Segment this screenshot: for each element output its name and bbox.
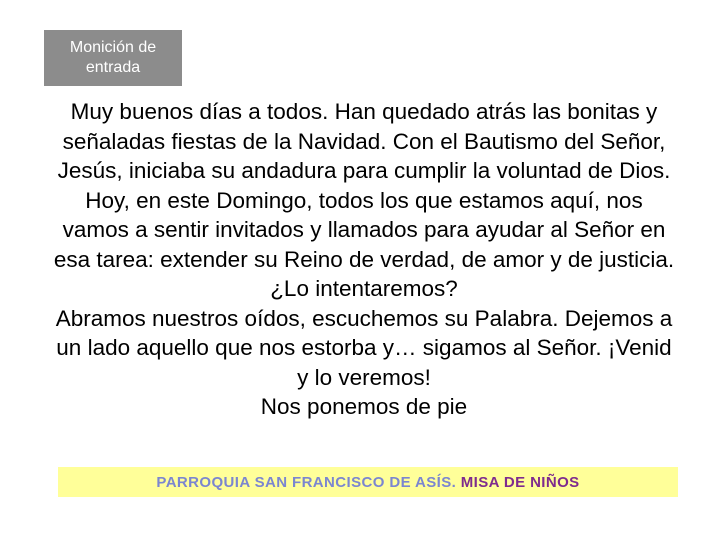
text-line: esa tarea: extender su Reino de verdad, de amor y de justicia. <box>53 246 675 272</box>
parish-name: PARROQUIA SAN FRANCISCO DE ASÍS. <box>156 473 457 491</box>
text-line: señaladas fiestas de la Navidad. Con el Bautismo del Señor, <box>62 128 666 154</box>
text-line: vamos a sentir invitados y llamados para ayudar al Señor en <box>62 217 666 242</box>
section-label-line-1: Monición de <box>69 39 157 56</box>
footer-banner <box>58 467 678 497</box>
text-line: ¿Lo intentaremos? <box>270 276 458 301</box>
text-line: Hoy, en este Domingo, todos los que estamos aquí, nos <box>85 187 643 213</box>
text-line: Jesús, iniciaba su andadura para cumplir la voluntad de Dios. <box>57 158 671 183</box>
text-line: Muy buenos días a todos. Han quedado atrás las bonitas y <box>70 99 658 124</box>
section-label-line-2: entrada <box>85 59 141 76</box>
text-line: y lo veremos! <box>297 364 431 390</box>
monition-text <box>0 97 728 422</box>
text-line: un lado aquello que nos estorba y… sigamos al Señor. ¡Venid <box>56 335 672 360</box>
section-label <box>44 30 182 86</box>
text-line: Nos ponemos de pie <box>260 394 468 419</box>
mass-name: MISA DE NIÑOS <box>460 473 580 491</box>
text-line: Abramos nuestros oídos, escuchemos su Palabra. Dejemos a <box>55 305 673 331</box>
